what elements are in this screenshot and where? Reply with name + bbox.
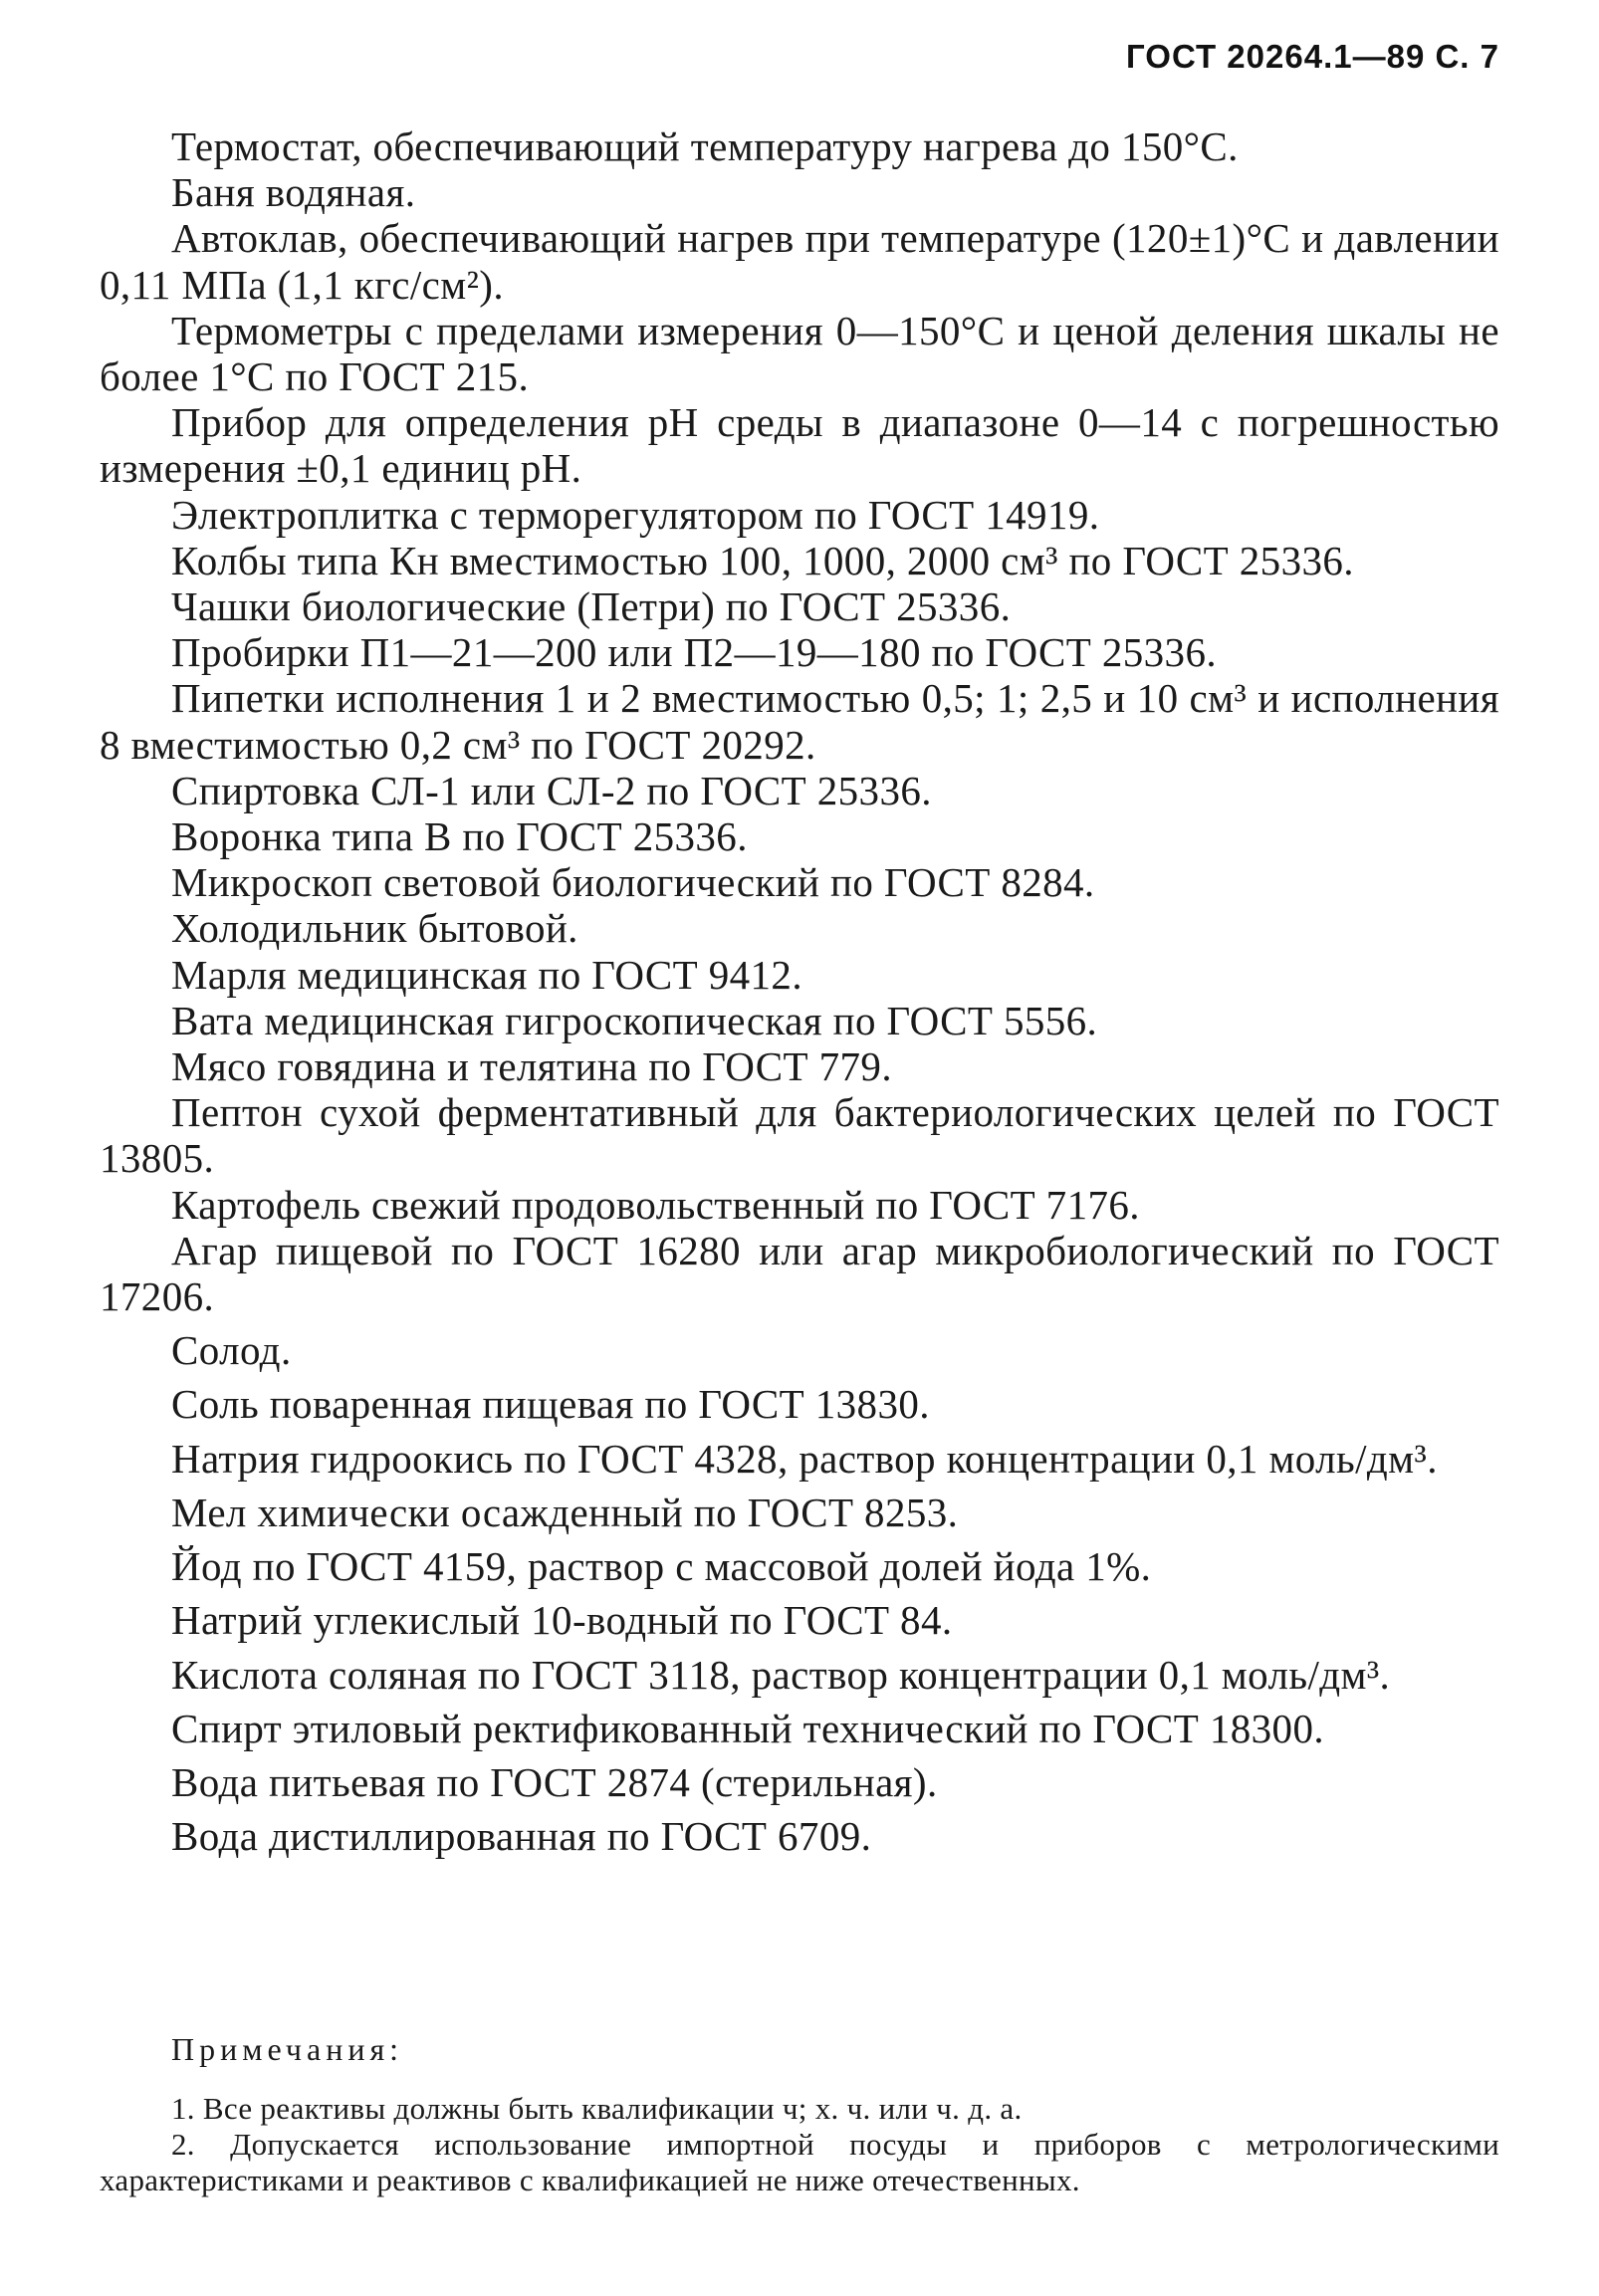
list-item: Термометры с пределами измерения 0—150°С и ценой деления шкалы не более 1°С по ГОСТ 215. [100, 307, 1499, 400]
list-item: Пробирки П1—21—200 или П2—19—180 по ГОСТ 25336. [171, 629, 1218, 676]
list-item: Пептон сухой ферментативный для бактериологических целей по ГОСТ 13805. [100, 1089, 1499, 1182]
list-item: Мясо говядина и телятина по ГОСТ 779. [171, 1043, 892, 1090]
list-item: Вода питьевая по ГОСТ 2874 (стерильная). [171, 1758, 938, 1805]
list-item: Кислота соляная по ГОСТ 3118, раствор концентрации 0,1 моль/дм³. [171, 1651, 1391, 1698]
list-item: Автоклав, обеспечивающий нагрев при температуре (120±1)°С и давлении 0,11 МПа (1,1 кгс/см²). [100, 215, 1499, 308]
list-item: Агар пищевой по ГОСТ 16280 или агар микробиологический по ГОСТ 17206. [100, 1227, 1499, 1320]
list-item: Электроплитка с терморегулятором по ГОСТ 14919. [171, 491, 1100, 538]
list-item: Вата медицинская гигроскопическая по ГОСТ 5556. [171, 997, 1098, 1043]
notes-section [100, 2031, 1499, 2198]
list-item: Чашки биологические (Петри) по ГОСТ 25336. [171, 583, 1012, 630]
page-header: ГОСТ 20264.1—89 С. 7 [1126, 38, 1499, 75]
list-item: Холодильник бытовой. [171, 905, 578, 952]
list-item: Натрия гидроокись по ГОСТ 4328, раствор концентрации 0,1 моль/дм³. [171, 1435, 1438, 1482]
list-item: Баня водяная. [171, 169, 416, 216]
note-item: 1. Все реактивы должны быть квалификации ч; х. ч. или ч. д. а. [171, 2091, 1023, 2126]
list-item: Термостат, обеспечивающий температуру нагрева до 150°С. [171, 123, 1239, 169]
list-item: Марля медицинская по ГОСТ 9412. [171, 951, 802, 998]
list-item: Натрий углекислый 10-водный по ГОСТ 84. [171, 1597, 953, 1644]
list-item: Прибор для определения pH среды в диапазоне 0—14 с погрешностью измерения ±0,1 единиц pH. [100, 399, 1499, 492]
list-item: Солод. [171, 1327, 292, 1374]
list-item: Спирт этиловый ректификованный технический по ГОСТ 18300. [171, 1705, 1325, 1751]
list-item: Пипетки исполнения 1 и 2 вместимостью 0,5; 1; 2,5 и 10 см³ и исполнения 8 вместимостью 0,2 см³ по ГОСТ 20292. [100, 675, 1499, 768]
list-item: Колбы типа Кн вместимостью 100, 1000, 2000 см³ по ГОСТ 25336. [171, 537, 1354, 583]
list-item: Мел химически осажденный по ГОСТ 8253. [171, 1489, 959, 1535]
list-item: Микроскоп световой биологический по ГОСТ 8284. [171, 859, 1095, 906]
notes-title: Примечания: [171, 2031, 404, 2067]
list-item: Картофель свежий продовольственный по ГОСТ 7176. [171, 1181, 1140, 1228]
list-item: Воронка типа В по ГОСТ 25336. [171, 813, 748, 860]
list-item: Вода дистиллированная по ГОСТ 6709. [171, 1813, 872, 1860]
list-item: Йод по ГОСТ 4159, раствор с массовой долей йода 1%. [171, 1543, 1152, 1590]
equipment-list [100, 123, 1499, 1859]
list-item: Спиртовка СЛ-1 или СЛ-2 по ГОСТ 25336. [171, 767, 932, 813]
note-item: 2. Допускается использование импортной посуды и приборов с метрологическими характеристиками и реактивов с квалификацией не ниже отечественных. [100, 2127, 1499, 2197]
list-item: Соль поваренная пищевая по ГОСТ 13830. [171, 1381, 930, 1428]
